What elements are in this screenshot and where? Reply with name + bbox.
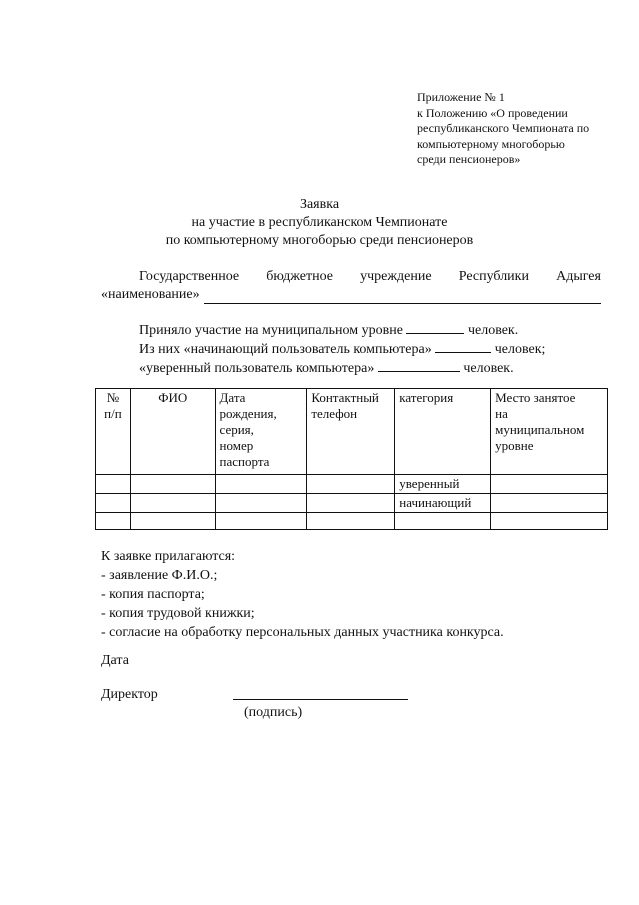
- table-cell[interactable]: [215, 475, 307, 494]
- beginner-count-label: Из них «начинающий пользователь компьютера»: [139, 342, 432, 357]
- appendix-line: среди пенсионеров»: [417, 152, 521, 166]
- header-place: [491, 389, 608, 475]
- confident-count-unit: человек.: [463, 361, 514, 376]
- header-category-text: категория: [399, 390, 454, 405]
- title-line-2: на участие в республиканском Чемпионате: [191, 215, 448, 230]
- header-fio-text: ФИО: [158, 390, 188, 405]
- list-item: - копия трудовой книжки;: [101, 606, 255, 621]
- table-cell[interactable]: [307, 513, 395, 530]
- header-number-text: № п/п: [104, 390, 122, 421]
- date-label: Дата: [101, 653, 129, 668]
- document-title: [0, 196, 639, 250]
- participation-counts: [139, 321, 545, 378]
- appendix-line: компьютерному многоборью: [417, 136, 565, 151]
- table-cell[interactable]: [307, 494, 395, 513]
- table-row: [96, 475, 608, 494]
- appendix-line: Приложение № 1: [417, 90, 505, 104]
- beginner-count-field[interactable]: [435, 340, 491, 353]
- attachments-list: [101, 547, 504, 642]
- municipal-count-label: Приняло участие на муниципальном уровне: [139, 323, 403, 338]
- beginner-count-row: [139, 340, 545, 359]
- municipal-count-unit: человек.: [467, 323, 519, 338]
- table-cell[interactable]: [491, 494, 608, 513]
- organization-words: [101, 268, 601, 286]
- participants-table: [95, 388, 608, 530]
- table-cell[interactable]: [130, 475, 215, 494]
- appendix-line: республиканского Чемпионата по: [417, 121, 590, 135]
- table-cell[interactable]: [215, 494, 307, 513]
- table-row: [96, 494, 608, 513]
- table-cell-category: [395, 513, 491, 530]
- appendix-line: к Положению «О проведении: [417, 105, 568, 120]
- signature-line[interactable]: [233, 699, 408, 700]
- beginner-count-unit: человек;: [494, 342, 546, 357]
- confident-count-field[interactable]: [378, 359, 460, 372]
- org-word: учреждение: [360, 269, 432, 284]
- appendix-note: [417, 90, 589, 168]
- organization-name-field[interactable]: [204, 290, 601, 304]
- table-row: [96, 513, 608, 530]
- confident-count-row: [139, 359, 545, 378]
- title-line-3: по компьютерному многоборью среди пенсионеров: [165, 233, 474, 248]
- table-cell[interactable]: [491, 513, 608, 530]
- table-cell[interactable]: [130, 513, 215, 530]
- attachments-heading: К заявке прилагаются:: [101, 549, 236, 564]
- header-number: [96, 389, 131, 475]
- table-cell[interactable]: [215, 513, 307, 530]
- header-fio: [130, 389, 215, 475]
- table-cell-category: уверенный: [395, 475, 491, 494]
- signature-caption: (подпись): [244, 705, 303, 720]
- table-cell-category: начинающий: [395, 494, 491, 513]
- table-cell[interactable]: [130, 494, 215, 513]
- header-category: [395, 389, 491, 475]
- org-word: Адыгея: [556, 269, 601, 284]
- org-word: Государственное: [139, 269, 240, 284]
- title-line-1: Заявка: [299, 197, 340, 212]
- director-label: Директор: [101, 687, 158, 702]
- header-phone: [307, 389, 395, 475]
- municipal-count-row: [139, 321, 545, 340]
- municipal-count-field[interactable]: [406, 321, 464, 334]
- list-item: - согласие на обработку персональных данных участника конкурса.: [101, 625, 504, 640]
- header-place-text: Место занятое на муниципальном уровне: [495, 390, 585, 453]
- organization-block: [101, 268, 601, 304]
- confident-count-label: «уверенный пользователь компьютера»: [139, 361, 375, 376]
- header-birth-passport: [215, 389, 307, 475]
- list-item: - заявление Ф.И.О.;: [101, 568, 218, 583]
- org-word: бюджетное: [266, 269, 333, 284]
- table-cell[interactable]: [491, 475, 608, 494]
- table-header-row: [96, 389, 608, 475]
- org-word: Республики: [458, 269, 529, 284]
- organization-name-row: [101, 286, 601, 304]
- header-phone-text: Контактный телефон: [311, 390, 379, 421]
- table-cell[interactable]: [96, 475, 131, 494]
- list-item: - копия паспорта;: [101, 587, 205, 602]
- table-cell[interactable]: [307, 475, 395, 494]
- header-birth-passport-text: Дата рождения, серия, номер паспорта: [219, 390, 277, 469]
- organization-name-label: «наименование»: [101, 287, 200, 302]
- table-cell[interactable]: [96, 513, 131, 530]
- table-cell[interactable]: [96, 494, 131, 513]
